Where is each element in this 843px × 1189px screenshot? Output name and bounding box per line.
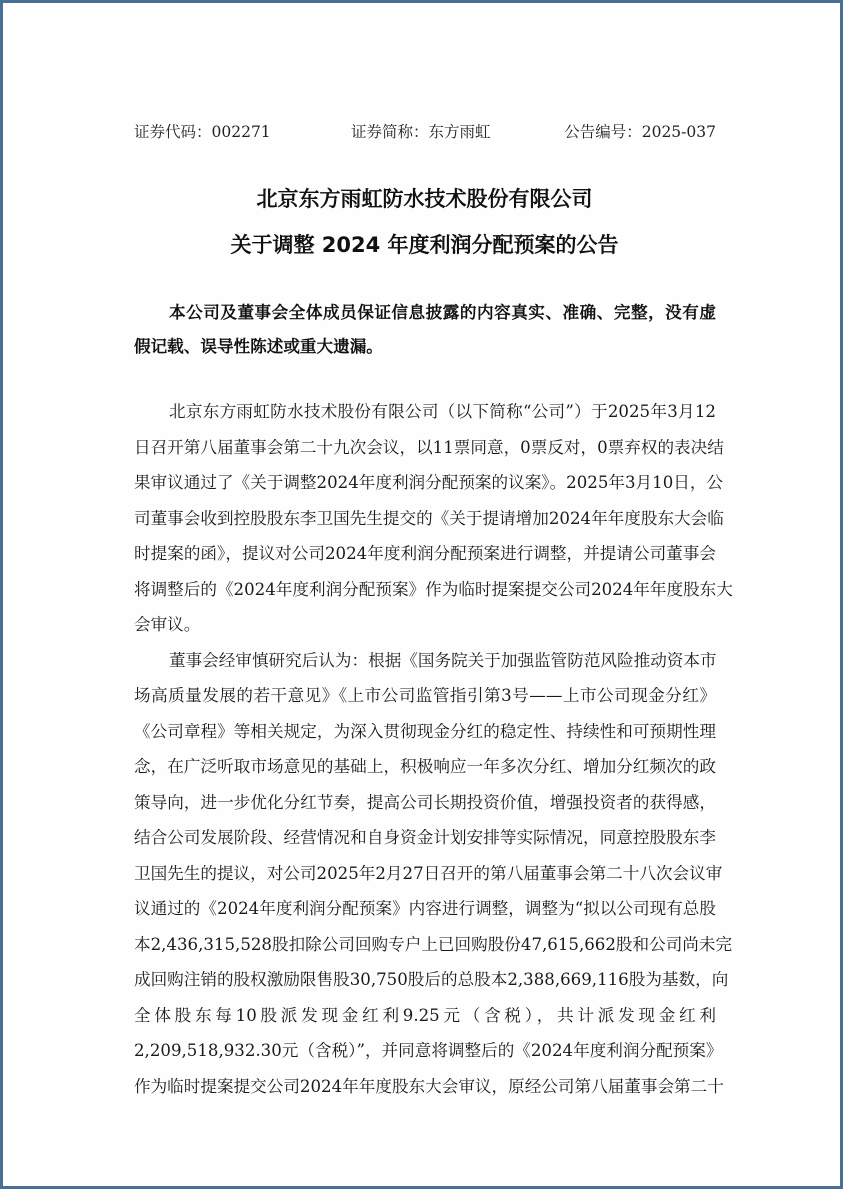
paragraph-line: 果审议通过了《关于调整2024年度利润分配预案的议案》。2025年3月10日，公 bbox=[134, 473, 724, 492]
paragraph-line: 司董事会收到控股股东李卫国先生提交的《关于提请增加2024年年度股东大会临 bbox=[134, 509, 724, 528]
stock-abbreviation: 证券简称：东方雨虹 bbox=[351, 123, 491, 141]
paragraph-line: 议通过的《2024年度利润分配预案》内容进行调整，调整为“拟以公司现有总股 bbox=[134, 899, 716, 918]
notice-line: 本公司及董事会全体成员保证信息披露的内容真实、准确、完整，没有虚 bbox=[169, 303, 716, 322]
paragraph-line: 董事会经审慎研究后认为：根据《国务院关于加强监管防范风险推动资本市 bbox=[169, 651, 717, 670]
paragraph-line: 将调整后的《2024年度利润分配预案》作为临时提案提交公司2024年年度股东大 bbox=[134, 580, 733, 599]
paragraph-line: 时提案的函》，提议对公司2024年度利润分配预案进行调整，并提请公司董事会 bbox=[134, 544, 716, 563]
paragraph-line: 成回购注销的股权激励限售股30,750股后的总股本2,388,669,116股为基数，向 bbox=[134, 970, 729, 989]
paragraph-line: 2,209,518,932.30元（含税）”，并同意将调整后的《2024年度利润分配预案》 bbox=[134, 1041, 723, 1060]
paragraph-line: 策导向，进一步优化分红节奏，提高公司长期投资价值，增强投资者的获得感， bbox=[134, 793, 716, 812]
paragraph-line: 日召开第八届董事会第二十九次会议，以11票同意，0票反对，0票弃权的表决结 bbox=[134, 438, 724, 457]
paragraph-line: 作为临时提案提交公司2024年年度股东大会审议，原经公司第八届董事会第二十 bbox=[134, 1077, 724, 1096]
paragraph-line: 本2,436,315,528股扣除公司回购专户上已回购股份47,615,662股和公司尚未完 bbox=[134, 935, 733, 954]
paragraph-line: 《公司章程》等相关规定，为深入贯彻现金分红的稳定性、持续性和可预期性理 bbox=[134, 722, 716, 741]
announcement-number: 公告编号：2025-037 bbox=[564, 123, 716, 141]
paragraph-line: 念，在广泛听取市场意见的基础上，积极响应一年多次分红、增加分红频次的政 bbox=[134, 757, 716, 776]
paragraph-line: 场高质量发展的若干意见》《上市公司监管指引第3号——上市公司现金分红》 bbox=[134, 686, 716, 705]
stock-code: 证券代码：002271 bbox=[134, 123, 271, 141]
paragraph-line: 卫国先生的提议，对公司2025年2月27日召开的第八届董事会第二十八次会议审 bbox=[134, 864, 723, 883]
paragraph-line: 会审议。 bbox=[134, 615, 201, 634]
document-header bbox=[134, 120, 716, 144]
paragraph-line: 全体股东每10股派发现金红利9.25元（含税），共计派发现金红利 bbox=[134, 1006, 716, 1025]
paragraph-line: 结合公司发展阶段、经营情况和自身资金计划安排等实际情况，同意控股股东李 bbox=[134, 828, 716, 847]
company-name-title: 北京东方雨虹防水技术股份有限公司 bbox=[256, 187, 593, 211]
announcement-title: 关于调整 2024 年度利润分配预案的公告 bbox=[230, 233, 619, 257]
paragraph-line: 北京东方雨虹防水技术股份有限公司（以下简称“公司”）于2025年3月12 bbox=[169, 402, 716, 421]
notice-line: 假记载、误导性陈述或重大遗漏。 bbox=[134, 337, 383, 356]
